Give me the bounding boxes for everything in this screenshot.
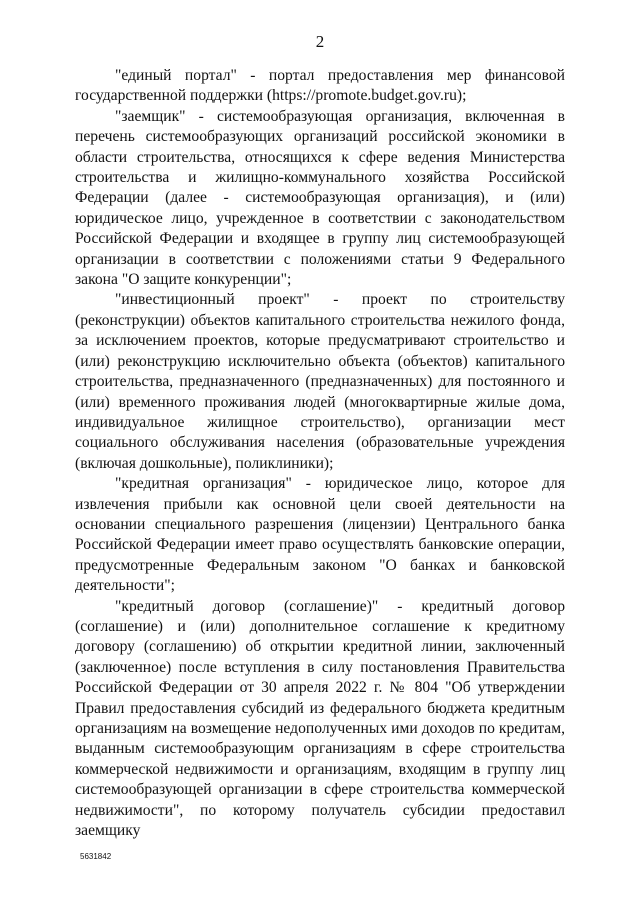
page-number: 2	[315, 32, 325, 51]
document-body	[75, 66, 565, 841]
definition-paragraph-credit-agreement: "кредитный договор (соглашение)" - кредитный договор (соглашение) и (или) дополнительное соглашение к кредитному договору (соглашению) об открытии кредитной линии, заключенный (заключенное) после вступления в силу постановления Правительства Российской Федерации от 30 апреля 2022 г. № 804 "Об утверждении Правил предоставления субсидий из федерального бюджета кредитным организациям на возмещение недополученных ими доходов по кредитам, выданным системообразующим организациям в сфере строительства коммерческой недвижимости и организациям, входящим в группу лиц системообразующей организации в сфере строительства коммерческой недвижимости", по которому получатель субсидии предоставил заемщику	[75, 597, 565, 840]
definition-paragraph-unified-portal: "единый портал" - портал предоставления мер финансовой государственной поддержки (https://promote.budget.gov.ru);	[75, 67, 565, 105]
definition-paragraph-credit-organization: "кредитная организация" - юридическое лицо, которое для извлечения прибыли как основной цели своей деятельности на основании специального разрешения (лицензии) Центрального банка Российской Федерации имеет право осуществлять банковские операции, предусмотренные Федеральным законом "О банках и банковской деятельности";	[75, 475, 565, 595]
definition-paragraph-borrower: "заемщик" - системообразующая организация, включенная в перечень системообразующих организаций российской экономики в области строительства, относящихся к сфере ведения Министерства строительства и жилищно-коммунального хозяйства Российской Федерации (далее - системообразующая организация), и (или) юридическое лицо, учрежденное в соответствии с законодательством Российской Федерации и входящее в группу лиц системообразующей организации в соответствии с положениями статьи 9 Федерального закона "О защите конкуренции";	[75, 107, 565, 289]
document-code: 5631842	[80, 852, 112, 861]
definition-paragraph-investment-project: "инвестиционный проект" - проект по строительству (реконструкции) объектов капитального строительства нежилого фонда, за исключением проектов, которые предусматривают строительство и (или) реконструкцию исключительно объекта (объектов) капитального строительства, предназначенного (предназначенных) для постоянного и (или) временного проживания людей (многоквартирные жилые дома, индивидуальное жилищное строительство), организации мест социального обслуживания населения (образовательные учреждения (включая дошкольные), поликлиники);	[75, 291, 565, 472]
